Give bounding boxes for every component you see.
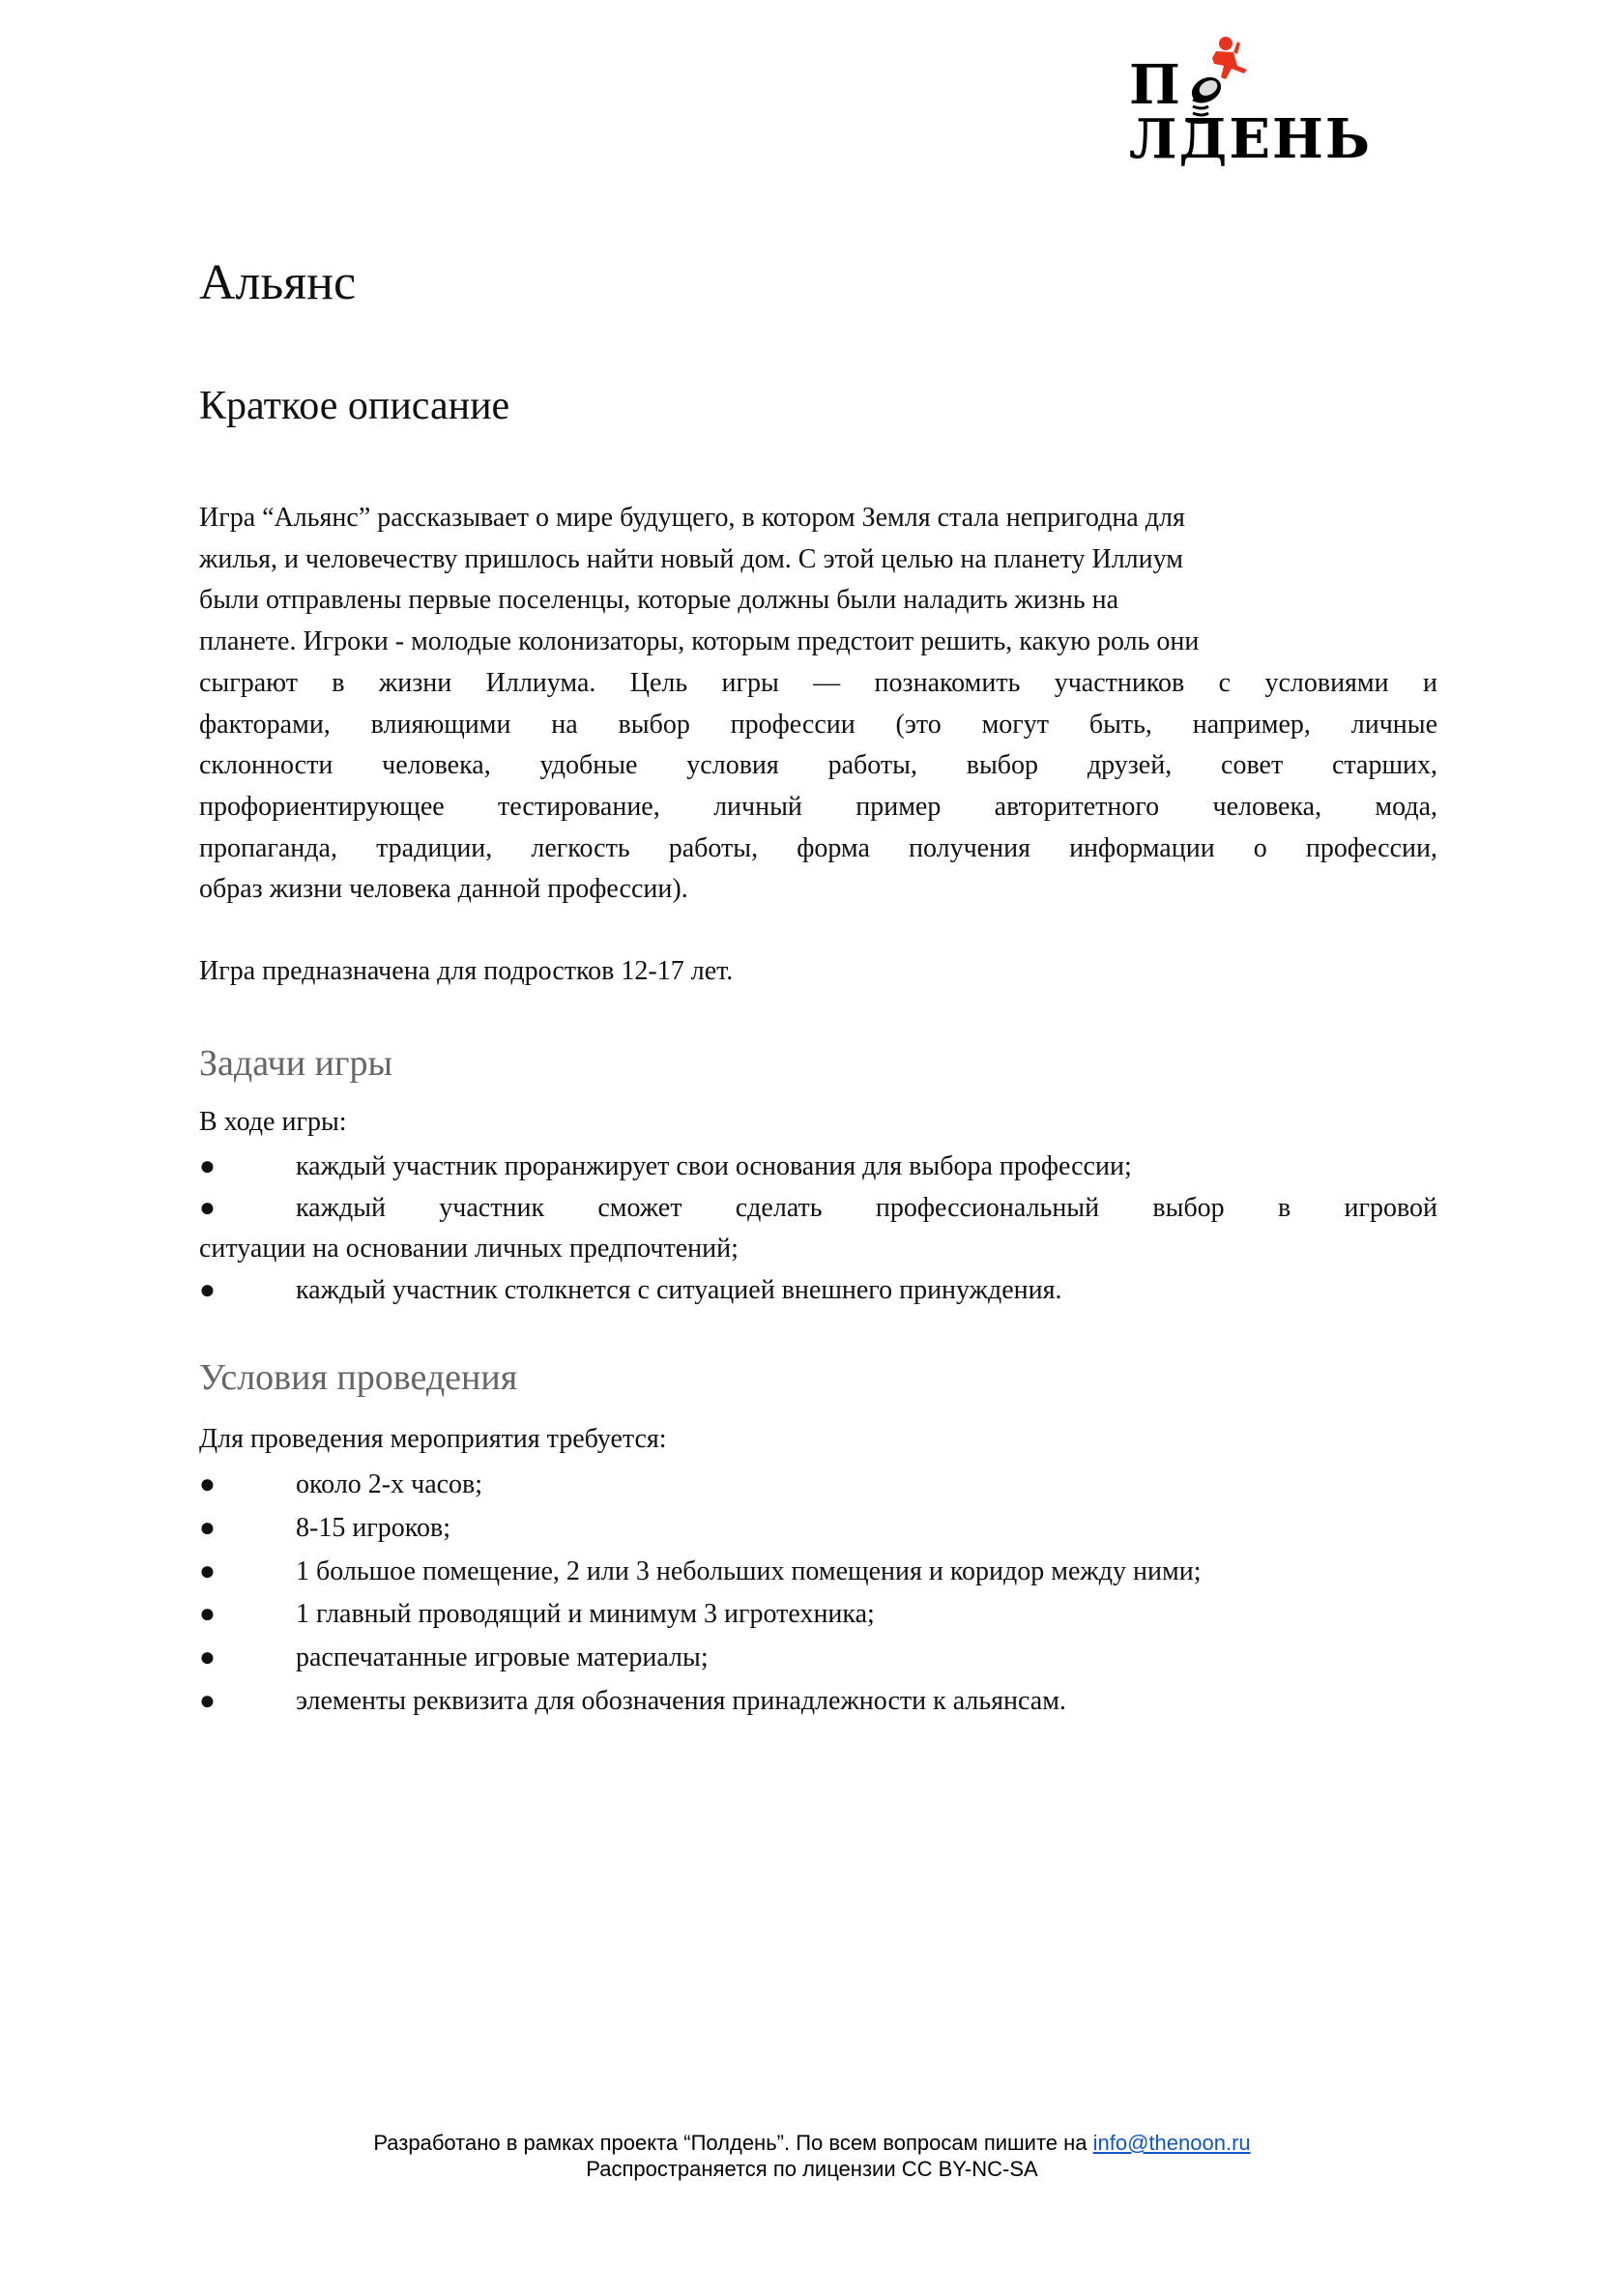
email-link[interactable]: info@thenoon.ru [1092,2131,1251,2155]
bullet-icon: ● [199,1599,216,1630]
list-item: ● 1 главный проводящий и минимум 3 игротехника; [199,1593,1437,1637]
bullet-icon: ● [199,1192,216,1223]
paragraph-line: профориентирующее тестирование, личный пример авторитетного человека, мода, [199,791,1437,822]
paragraph-line: пропаганда, традиции, легкость работы, форма получения информации о профессии, [199,832,1437,863]
goals-list [199,1147,1437,1312]
conditions-list [199,1464,1437,1724]
paragraph-line: образ жизни человека данной профессии). [199,874,688,905]
summary-paragraph [199,498,1437,911]
conditions-intro: Для проведения мероприятия требуется: [199,1424,667,1454]
paragraph-line: были отправлены первые поселенцы, которые должны были наладить жизнь на [199,585,1119,616]
footer-license: Распространяется по лицензии CC BY-NC-SA [586,2157,1038,2181]
list-item: ● каждый участник проранжирует свои основания для выбора профессии; [199,1147,1437,1188]
paragraph-line: факторами, влияющими на выбор профессии (это могут быть, например, личные [199,709,1437,740]
summary-heading: Краткое описание [199,384,510,428]
bullet-icon: ● [199,1555,216,1586]
paragraph-line: Игра “Альянс” рассказывает о мире будущего, в котором Земля стала непригодна для [199,503,1185,533]
bullet-icon: ● [199,1469,216,1499]
bullet-icon: ● [199,1275,216,1306]
paragraph-line: планете. Игроки - молодые колонизаторы, которым предстоит решить, какую роль они [199,626,1200,657]
list-item: ● 1 большое помещение, 2 или 3 небольших помещения и коридор между ними; [199,1551,1437,1594]
list-item: ● элементы реквизита для обозначения принадлежности к альянсам. [199,1680,1437,1724]
bullet-icon: ● [199,1512,216,1543]
paragraph-line: склонности человека, удобные условия работы, выбор друзей, совет старших, [199,750,1437,781]
list-item: ● 8-15 игроков; [199,1507,1437,1551]
goals-intro: В ходе игры: [199,1107,347,1137]
list-item: ● около 2-х часов; [199,1464,1437,1507]
paragraph-line: сыграют в жизни Иллиума. Цель игры — познакомить участников с условиями и [199,667,1437,698]
conditions-heading: Условия проведения [199,1357,518,1398]
bullet-icon: ● [199,1151,216,1181]
footer-line-1: Разработано в рамках проекта “Полдень”. По всем вопросам пишите на info@thenoon.ru [373,2131,1251,2155]
list-item: ● каждый участник сможет сделать профессиональный выбор в игровой ситуации на основании личных предпочтений; [199,1188,1437,1270]
bullet-icon: ● [199,1685,216,1716]
list-item: ● каждый участник столкнется с ситуацией внешнего принуждения. [199,1270,1437,1312]
paragraph-line: жилья, и человечеству пришлось найти новый дом. С этой целью на планету Иллиум [199,543,1183,574]
polden-logo: ПЛДЕНЬ [1129,17,1431,124]
audience-text: Игра предназначена для подростков 12-17 лет. [199,956,734,986]
goals-heading: Задачи игры [199,1043,392,1084]
footer [0,2130,1624,2182]
bullet-icon: ● [199,1642,216,1673]
list-item: ● распечатанные игровые материалы; [199,1637,1437,1680]
page-title: Альянс [199,255,357,310]
